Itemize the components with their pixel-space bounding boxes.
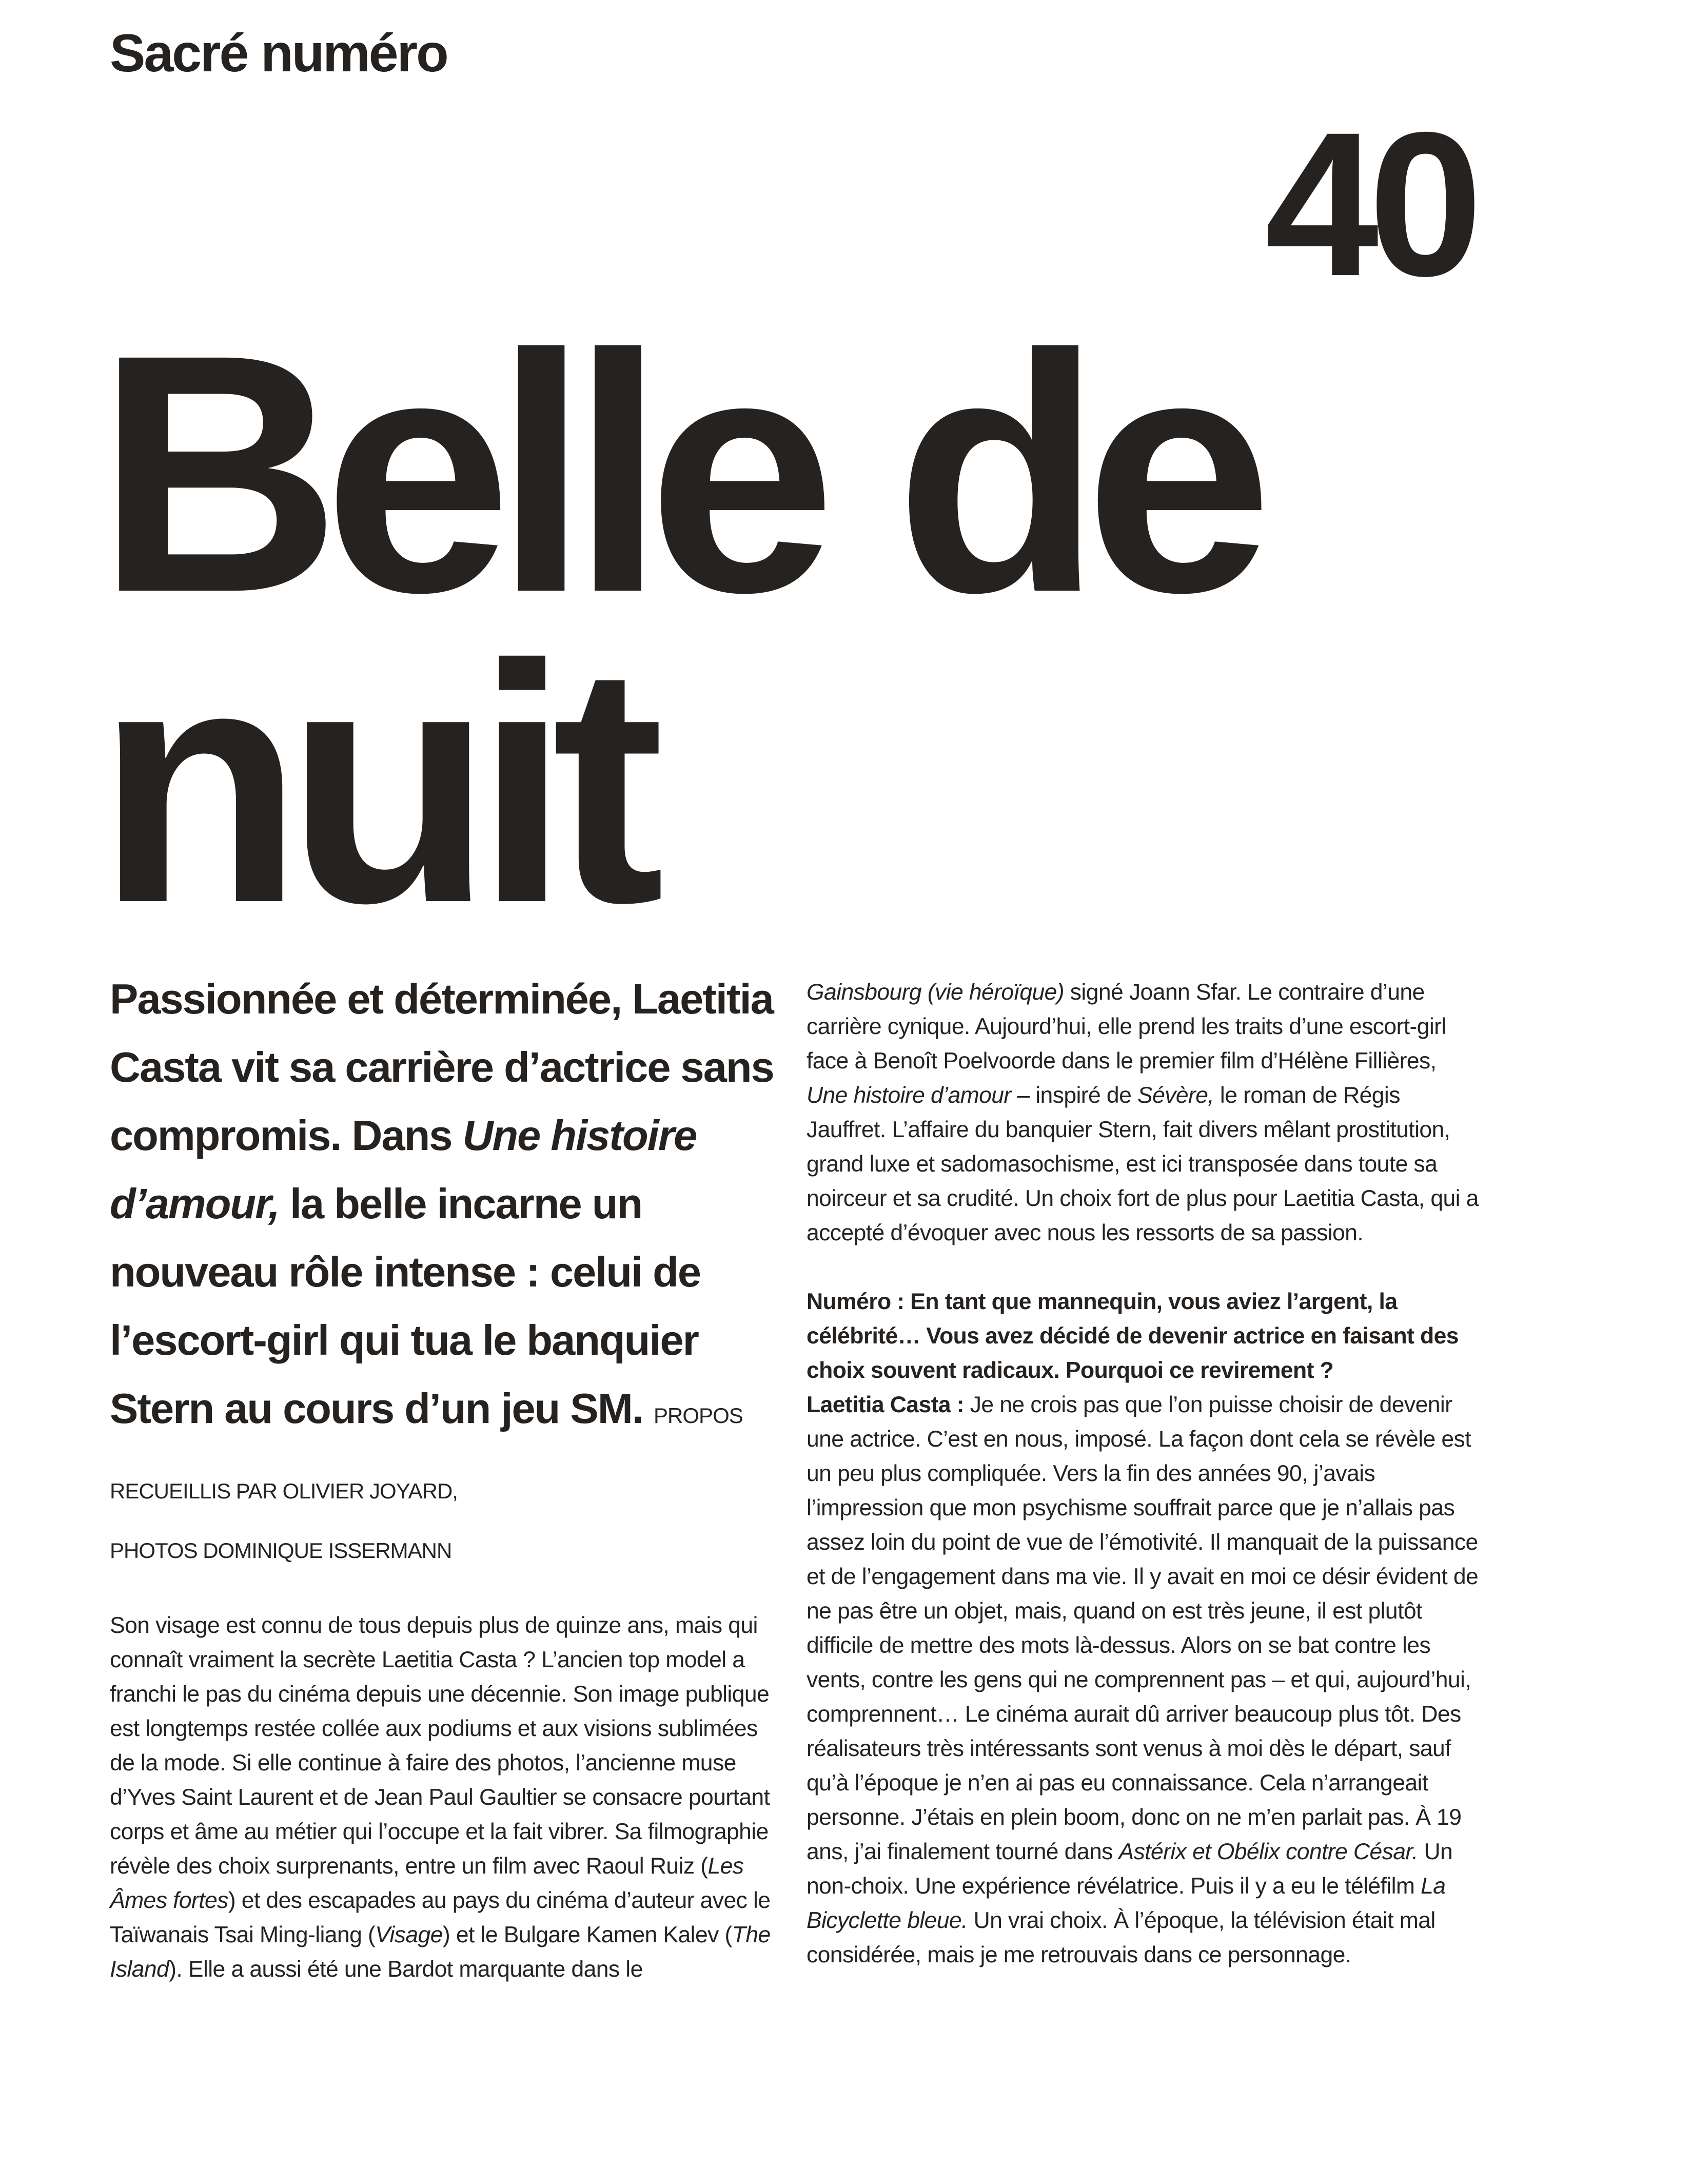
interview-question: Numéro : En tant que mannequin, vous aviez l’argent, la célébrité… Vous avez décidé de devenir actrice en faisant des choix souvent radicaux. Pourquoi ce revirement ?: [807, 1289, 1459, 1383]
credit-photos: PHOTOS DOMINIQUE ISSERMANN: [110, 1538, 452, 1563]
credit-interview: PROPOS RECUEILLIS PAR OLIVIER JOYARD,: [110, 1403, 743, 1503]
left-column: [110, 965, 777, 1986]
book-title: Sévère,: [1137, 1083, 1214, 1108]
intro-paragraph-continued: [807, 975, 1479, 1250]
issue-number: 40: [1265, 89, 1472, 319]
intro-text: ). Elle a aussi été une Bardot marquante dans le: [169, 1957, 643, 1982]
right-column: [807, 975, 1479, 1972]
standfirst-text-1: Passionnée et déterminée, Laetitia Casta vit sa carrière d’actrice sans compromis. Dans: [110, 975, 774, 1159]
interview-answer: [807, 1388, 1479, 1972]
intro-text: le roman de Régis Jauffret. L’affaire du banquier Stern, fait divers mêlant prostitution, grand luxe et sadomasochisme, est ici transposée dans toute sa noirceur et sa crudité. Un choix fort de plus pour Laetitia Casta, qui a accepté d’évoquer avec nous les ressorts de sa passion.: [807, 1083, 1479, 1245]
film-title: Visage: [375, 1922, 443, 1947]
answer-text: Un vrai choix. À l’époque, la télévision était mal considérée, mais je me retrouvais dans ce personnage.: [807, 1908, 1436, 1967]
headline-line-1: Belle de: [96, 284, 1256, 662]
film-title: Astérix et Obélix contre César.: [1118, 1839, 1418, 1864]
headline-line-2: nuit: [96, 595, 647, 973]
answer-text: Un non-choix. Une expérience révélatrice. Puis il y a eu le téléfilm: [807, 1839, 1453, 1899]
film-title: Les Âmes fortes: [110, 1854, 744, 1913]
standfirst-text-2: la belle incarne un nouveau rôle intense : celui de l’escort-girl qui tua le banquier Stern au cours d’un jeu SM.: [110, 1180, 701, 1432]
section-label: Sacré numéro: [110, 24, 447, 83]
film-title: The Island: [110, 1922, 771, 1982]
intro-text: – inspiré de: [1011, 1083, 1137, 1108]
intro-text: ) et le Bulgare Kamen Kalev (: [442, 1922, 732, 1947]
intro-paragraph: [110, 1608, 777, 1986]
speaker-name: Laetitia Casta :: [807, 1392, 964, 1417]
answer-text: Je ne crois pas que l’on puisse choisir de devenir une actrice. C’est en nous, imposé. La façon dont cela se révèle est un peu plus compliquée. Vers la fin des années 90, j’avais l’impression que mon psychisme souffrait parce que je n’allais pas assez loin du point de vue de l’émotivité. Il manquait de la puissance et de l’engagement dans ma vie. Il y avait en moi ce désir évident de ne pas être un objet, mais, quand on est très jeune, il est plutôt difficile de mettre des mots là-dessus. Alors on se bat contre les vents, contre les gens qui ne comprennent pas – et qui, aujourd’hui, comprennent… Le cinéma aurait dû arriver beaucoup plus tôt. Des réalisateurs très intéressants sont venus à moi dès le départ, sauf qu’à l’époque je n’en ai pas eu connaissance. Cela n’arrangeait personne. J’étais en plein boom, donc on ne m’en parlait pas. À 19 ans, j’ai finalement tourné dans: [807, 1392, 1479, 1864]
film-title: La Bicyclette bleue.: [807, 1874, 1446, 1933]
intro-text: Son visage est connu de tous depuis plus de quinze ans, mais qui connaît vraiment la secrète Laetitia Casta ? L’ancien top model a franchi le pas du cinéma depuis une décennie. Son image publique est longtemps restée collée aux podiums et aux visions sublimées de la mode. Si elle continue à faire des photos, l’ancienne muse d’Yves Saint Laurent et de Jean Paul Gaultier se consacre pourtant corps et âme au métier qui l’occupe et la fait vibrer. Sa filmographie révèle des choix surprenants, entre un film avec Raoul Ruiz (: [110, 1613, 770, 1879]
film-title: Une histoire d’amour: [807, 1083, 1011, 1108]
intro-text: signé Joann Sfar. Le contraire d’une carrière cynique. Aujourd’hui, elle prend les traits d’une escort-girl face à Benoît Poelvoorde dans le premier film d’Hélène Fillières,: [807, 980, 1446, 1074]
standfirst: [110, 965, 777, 1576]
headline: [96, 284, 1584, 973]
standfirst-film-title: Une histoire d’amour,: [110, 1112, 697, 1227]
film-title: Gainsbourg (vie héroïque): [807, 980, 1064, 1005]
intro-text: ) et des escapades au pays du cinéma d’auteur avec le Taïwanais Tsai Ming-liang (: [110, 1888, 771, 1947]
